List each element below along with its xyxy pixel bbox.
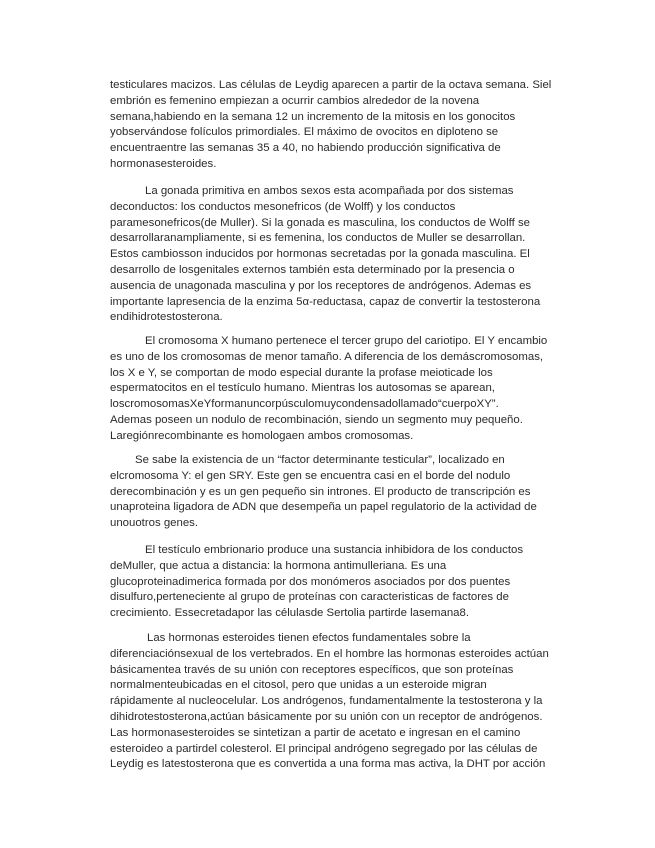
text-line: El testículo embrionario produce una sustancia inhibidora de los conductos: [145, 544, 524, 556]
paragraph-2: [110, 184, 555, 326]
text-line: unaproteina ligadora de ADN que desempeña un papel regulatorio de la actividad de: [110, 501, 537, 514]
text-line: importante lapresencia de la enzima 5α-reductasa, capaz de convertir la testosterona: [110, 295, 541, 308]
text-line: endihidrotestosterona.: [110, 311, 223, 324]
text-line: elcromosoma Y: el gen SRY. Este gen se encuentra casi en el borde del nodulo: [110, 469, 511, 482]
text-line: rápidamente al nucleocelular. Los andrógenos, fundamentalmente la testosterona y la: [110, 695, 543, 708]
text-line: normalmenteubicadas en el citosol, pero que unidas a un esteroide migran: [110, 679, 487, 692]
text-line: espermatocitos en el testículo humano. Mientras los autosomas se aparean,: [110, 382, 495, 395]
text-line: desarrollo de losgenitales externos también esta determinado por la presencia o: [110, 263, 515, 276]
text-line: básicamentea través de su unión con receptores específicos, que son proteínas: [110, 663, 514, 676]
text-line: encuentraentre las semanas 35 a 40, no habiendo producción significativa de: [110, 142, 501, 155]
text-line: Ademas poseen un nodulo de recombinación, siendo un segmento muy pequeño.: [110, 413, 523, 426]
text-line: paramesonefricos(de Muller). Si la gonada es masculina, los conductos de Wolff se: [110, 216, 530, 229]
text-line: esteroideo a partirdel colesterol. El principal andrógeno segregado por las células de: [110, 742, 538, 755]
text-line: derecombinación y es un gen pequeño sin intrones. El producto de transcripción es: [110, 485, 531, 498]
text-line: deconductos: los conductos mesonefricos (de Wolff) y los conductos: [110, 200, 456, 213]
text-line: dihidrotestosterona,actúan básicamente por su unión con un receptor de andrógenos.: [110, 710, 543, 723]
text-line: los X e Y, se comportan de modo especial durante la profase meioticade los: [110, 366, 493, 379]
text-line: Leydig es latestosterona que es convertida a una forma mas activa, la DHT por acción: [110, 758, 546, 771]
text-line: glucoproteinadimerica formada por dos monómeros asociados por dos puentes: [110, 575, 511, 588]
paragraph-6: [110, 631, 555, 773]
text-line: diferenciaciónsexual de los vertebrados. En el hombre las hormonas esteroides actúan: [110, 647, 549, 660]
text-line: embrión es femenino empiezan a ocurrir cambios alrededor de la novena: [110, 94, 480, 107]
text-line: crecimiento. Essecretadapor las célulasde Sertolia partirde lasemana8.: [110, 607, 469, 620]
text-line: Estos cambiosson inducidos por hormonas secretadas por la gonada masculina. El: [110, 248, 530, 261]
text-line: La gonada primitiva en ambos sexos esta acompañada por dos sistemas: [145, 185, 514, 197]
paragraph-3: [110, 334, 555, 445]
paragraph-4: [110, 453, 555, 532]
text-line: Las hormonas esteroides tienen efectos fundamentales sobre la: [147, 632, 471, 644]
text-line: loscromosomasXeYformanuncorpúsculomuycondensadollamado“cuerpoXY”.: [110, 398, 499, 411]
text-line: semana,habiendo en la semana 12 un incremento de la mitosis en los gonocitos: [110, 110, 516, 123]
text-line: unouotros genes.: [110, 517, 199, 530]
text-line: testiculares macizos. Las células de Leydig aparecen a partir de la octava semana. Siel: [110, 79, 552, 91]
paragraph-5: [110, 543, 555, 622]
text-line: disulfuro,perteneciente al grupo de proteínas con caracteristicas de factores de: [110, 591, 509, 604]
text-line: hormonasesteroides.: [110, 157, 217, 170]
paragraph-1: [110, 78, 555, 173]
text-line: es uno de los cromosomas de menor tamaño. A diferencia de los demáscromosomas,: [110, 350, 544, 363]
text-line: Las hormonasesteroides se sintetizan a partir de acetato e ingresan en el camino: [110, 726, 521, 739]
text-line: El cromosoma X humano pertenece el tercer grupo del cariotipo. El Y encambio: [145, 335, 548, 347]
text-line: deMuller, que actua a distancia: la hormona antimulleriana. Es una: [110, 559, 447, 572]
text-line: ausencia de unagonada masculina y por los receptores de andrógenos. Ademas es: [110, 279, 532, 292]
text-line: Laregiónrecombinante es homologaen ambos cromosomas.: [110, 429, 414, 442]
text-line: Se sabe la existencia de un “factor determinante testicular”, localizado en: [135, 454, 505, 466]
text-line: desarrollaranampliamente, si es femenina, los conductos de Muller se desarrollan.: [110, 232, 526, 245]
text-line: yobservándose folículos primordiales. El máximo de ovocitos en diploteno se: [110, 126, 499, 139]
